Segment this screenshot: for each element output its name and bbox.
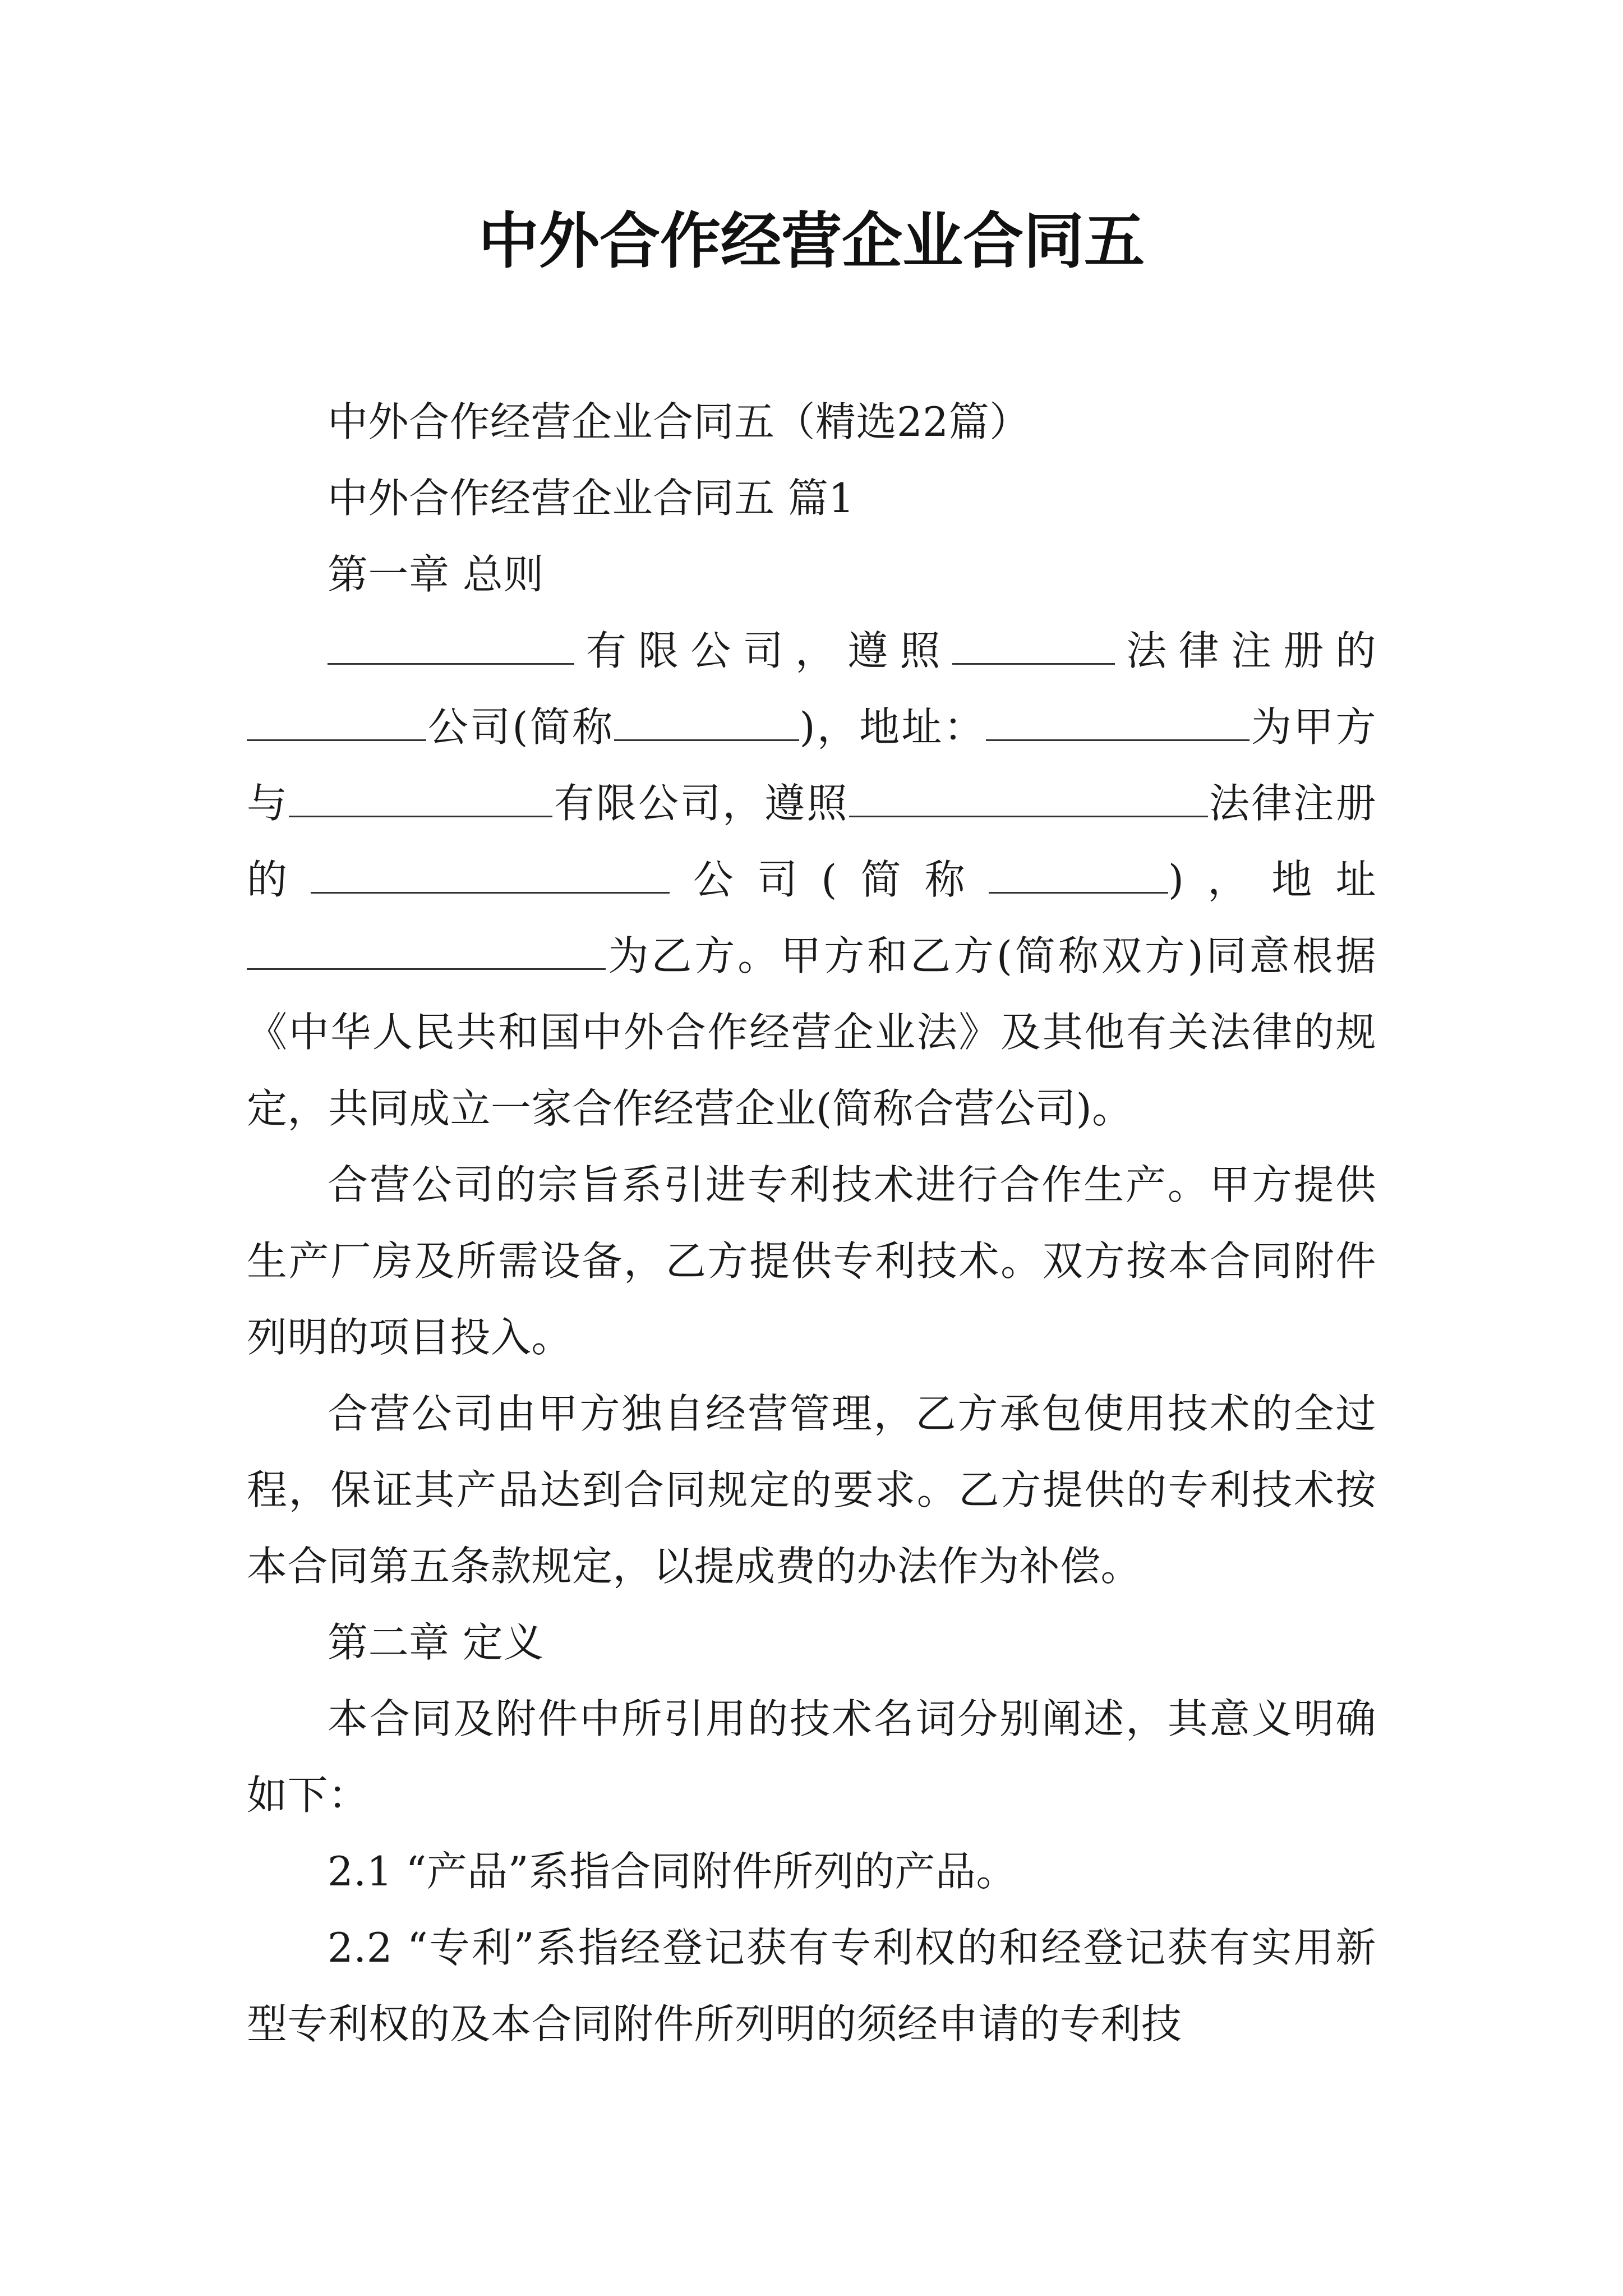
blank-line (952, 625, 1115, 665)
text-segment: 法律注册的 (247, 780, 1376, 903)
blank-line (849, 777, 1208, 817)
document-body (247, 384, 1376, 2062)
text-segment: 法律注册的 (1114, 627, 1376, 674)
text-segment: 有限公司，遵照 (552, 780, 849, 827)
blank-line (989, 854, 1168, 894)
part-heading: 中外合作经营企业合同五 篇1 (328, 475, 855, 522)
subtitle: 中外合作经营企业合同五（精选22篇） (328, 398, 1030, 445)
paragraph-purpose: 合营公司的宗旨系引进专利技术进行合作生产。甲方提供生产厂房及所需设备，乙方提供专利技术。双方按本合同附件列明的项目投入。 (247, 1161, 1376, 1361)
blank-line (614, 701, 799, 741)
blank-line (328, 625, 574, 665)
text-segment: )，地址： (799, 703, 986, 751)
blank-line (247, 930, 606, 970)
blank-line (289, 777, 552, 817)
blank-line (247, 701, 426, 741)
definition-item-2-2: 2.2 “专利”系指经登记获有专利权的和经登记获有实用新型专利权的及本合同附件所列明的须经申请的专利技 (247, 1924, 1376, 2047)
paragraph-parties (247, 613, 1376, 1147)
text-segment: 为甲方与 (247, 703, 1376, 827)
definition-item-2-1: 2.1 “产品”系指合同附件所列的产品。 (328, 1848, 1017, 1895)
text-segment: 公司(简称 (670, 856, 989, 903)
text-segment: 为乙方。甲方和乙方(简称双方)同意根据《中华人民共和国中外合作经营企业法》及其他有关法律的规定，共同成立一家合作经营企业(简称合营公司)。 (247, 932, 1376, 1132)
paragraph-definitions: 本合同及附件中所引用的技术名词分别阐述，其意义明确如下： (247, 1695, 1376, 1819)
text-segment: )，地址 (1168, 856, 1376, 903)
text-segment: 公司(简称 (426, 703, 615, 751)
paragraph-management: 合营公司由甲方独自经营管理，乙方承包使用技术的全过程，保证其产品达到合同规定的要求。乙方提供的专利技术按本合同第五条款规定，以提成费的办法作为补偿。 (247, 1390, 1376, 1590)
blank-line (311, 854, 670, 894)
text-segment: 有限公司，遵照 (574, 627, 952, 674)
chapter-heading-2: 第二章 定义 (328, 1619, 544, 1666)
blank-line (986, 701, 1249, 741)
chapter-heading-1: 第一章 总则 (328, 551, 544, 598)
document-title: 中外合作经营企业合同五 (478, 206, 1145, 277)
